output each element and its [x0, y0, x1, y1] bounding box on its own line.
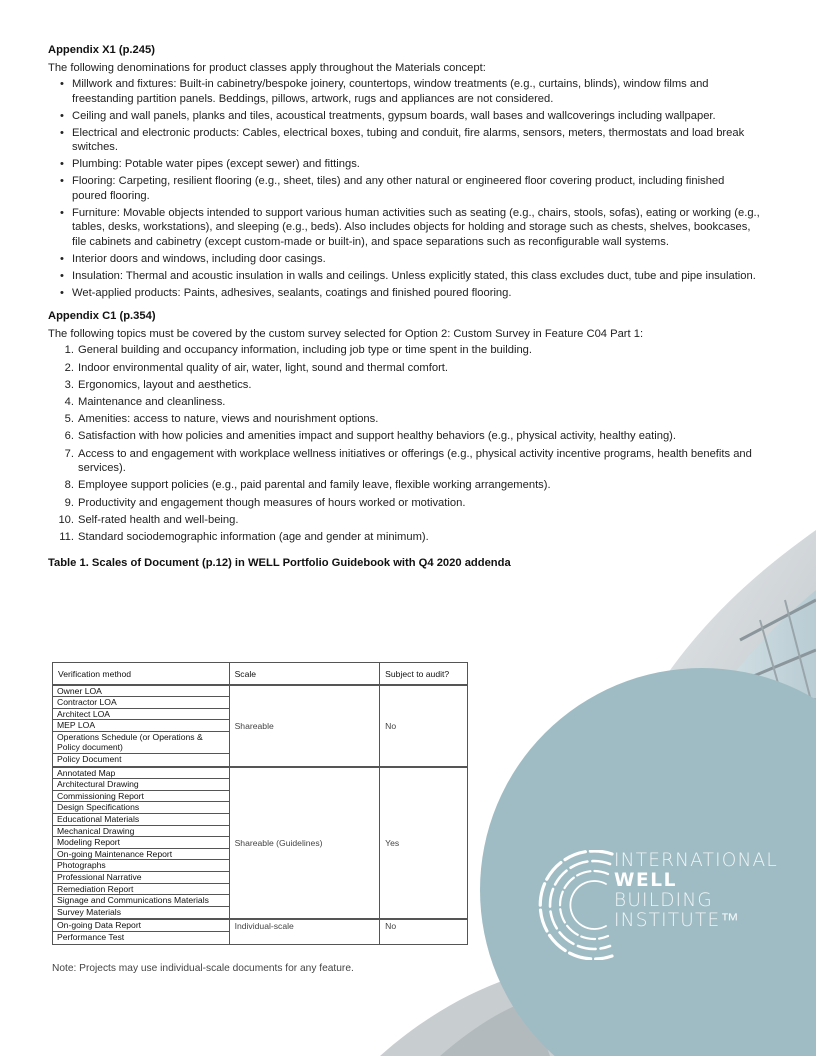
survey-topic-list	[58, 343, 768, 544]
list-number: 9.	[64, 496, 74, 509]
table-row	[53, 685, 468, 767]
list-text: Self-rated health and well-being.	[78, 513, 239, 526]
list-item	[58, 343, 770, 358]
verification-methods-cell	[53, 685, 230, 767]
list-item: • Plumbing: Potable water pipes (except sewer) and fittings.	[60, 157, 762, 172]
list-number: 6.	[64, 430, 74, 443]
scale-cell: Individual-scale	[229, 919, 380, 944]
list-item	[58, 496, 770, 511]
table-row	[53, 767, 468, 920]
product-class-list	[60, 77, 768, 300]
list-item: • Millwork and fixtures: Built-in cabinetry/bespoke joinery, countertops, window treatments (e.g., curtains, blinds), window films and freestanding partition panels. Beddings, pillows, artwork, rugs and appliances are not considered.	[60, 77, 762, 106]
appendix-x1-heading: Appendix X1 (p.245)	[48, 44, 155, 56]
method-item: Operations Schedule (or Operations & Policy document)	[53, 732, 229, 754]
list-text: Maintenance and cleanliness.	[78, 396, 226, 408]
list-item	[58, 447, 770, 476]
method-item: Photographs	[53, 860, 229, 872]
list-item	[58, 513, 770, 528]
list-number: 10.	[58, 513, 74, 526]
list-text: Indoor environmental quality of air, water, light, sound and thermal comfort.	[78, 361, 449, 374]
list-item	[58, 530, 770, 545]
list-number: 2.	[64, 361, 74, 374]
list-item: • Electrical and electronic products: Cables, electrical boxes, tubing and conduit, fire alarms, sensors, meters, thermostats and load break switches.	[60, 126, 762, 155]
logo-line: INTERNATIONAL	[614, 850, 778, 871]
logo-line: WELL	[614, 870, 678, 891]
method-item: Policy Document	[57, 754, 122, 765]
table-header-row	[53, 663, 468, 685]
method-item: Architectural Drawing	[53, 779, 229, 791]
method-item: On-going Maintenance Report	[53, 849, 229, 861]
method-item: Remediation Report	[53, 884, 229, 896]
audit-cell: No	[380, 685, 468, 767]
method-item: Commissioning Report	[53, 791, 229, 803]
list-text: Employee support policies (e.g., paid parental and family leave, flexible working arrangements).	[78, 479, 551, 492]
column-header: Verification method	[53, 663, 230, 685]
list-text: General building and occupancy information, including job type or time spent in the building.	[78, 344, 532, 357]
list-number: 7.	[64, 447, 74, 460]
method-item: Contractor LOA	[53, 697, 229, 709]
appendix-c1-intro: The following topics must be covered by the custom survey selected for Option 2: Custom Survey in Feature C04 Part 1:	[48, 328, 644, 341]
method-item: Mechanical Drawing	[53, 826, 229, 838]
list-item: • Flooring: Carpeting, resilient flooring (e.g., sheet, tiles) and any other natural or engineered floor covering product, including finished poured flooring.	[60, 174, 762, 203]
list-number: 5.	[64, 413, 74, 426]
list-text: Satisfaction with how policies and amenities impact and support healthy behaviors (e.g., physical activity, healthy eating).	[78, 430, 677, 443]
method-item: Design Specifications	[53, 802, 229, 814]
appendix-x1-intro: The following denominations for product classes apply throughout the Materials concept:	[48, 62, 486, 74]
list-text: Access to and engagement with workplace wellness initiatives or offerings (e.g., physical activity incentive programs, health benefits and services).	[78, 447, 752, 475]
list-number: 3.	[64, 378, 74, 391]
document-body	[48, 44, 768, 574]
column-header: Scale	[229, 663, 380, 685]
verification-methods-cell	[53, 767, 230, 920]
list-item: • Interior doors and windows, including door casings.	[60, 252, 762, 267]
method-item: Architect LOA	[53, 709, 229, 721]
list-item: • Furniture: Movable objects intended to support various human activities such as seating (e.g., chairs, stools, sofas), eating or working (e.g., tables, desks, workstations), and sleeping (e.g., beds). Also includes objects for holding and storage such as chests, shelves, bookcases, file cabinets and cabinetry (except custom-made or built-in), and space separations such as reconfigurable wall systems.	[60, 206, 762, 250]
scales-table	[52, 662, 468, 945]
method-item: Performance Test	[57, 931, 125, 942]
audit-cell: No	[380, 919, 468, 944]
method-item: Survey Materials	[57, 906, 121, 917]
scale-cell: Shareable	[229, 685, 380, 767]
list-item	[58, 429, 770, 444]
logo-line: BUILDING	[614, 890, 713, 911]
method-item: On-going Data Report	[53, 920, 229, 932]
column-header: Subject to audit?	[380, 663, 468, 685]
method-item: Annotated Map	[53, 768, 229, 780]
list-item	[58, 478, 770, 493]
list-item	[58, 378, 770, 393]
table-row	[53, 919, 468, 944]
method-item: Professional Narrative	[53, 872, 229, 884]
list-text: Amenities: access to nature, views and nourishment options.	[78, 413, 379, 426]
scale-cell: Shareable (Guidelines)	[229, 767, 380, 920]
audit-cell: Yes	[380, 767, 468, 920]
list-text: Standard sociodemographic information (age and gender at minimum).	[78, 530, 429, 543]
list-text: Ergonomics, layout and aesthetics.	[78, 378, 252, 391]
appendix-c1-heading: Appendix C1 (p.354)	[48, 310, 156, 323]
list-number: 8.	[64, 479, 74, 492]
table-title: Table 1. Scales of Document (p.12) in WELL Portfolio Guidebook with Q4 2020 addenda	[48, 556, 511, 569]
list-item	[58, 412, 770, 427]
list-item: • Insulation: Thermal and acoustic insulation in walls and ceilings. Unless explicitly stated, this class excludes duct, tube and pipe insulation.	[60, 269, 762, 284]
list-item	[58, 361, 770, 376]
list-number: 11.	[59, 530, 74, 543]
logo-line: INSTITUTE™	[614, 910, 741, 931]
method-item: Owner LOA	[53, 686, 229, 698]
list-item: • Ceiling and wall panels, planks and tiles, acoustical treatments, gypsum boards, wall bases and wallcoverings including wallpaper.	[60, 109, 762, 124]
method-item: Signage and Communications Materials	[53, 895, 229, 907]
list-text: Productivity and engagement though measures of hours worked or motivation.	[78, 496, 466, 509]
method-item: MEP LOA	[53, 720, 229, 732]
method-item: Educational Materials	[53, 814, 229, 826]
iwbi-logo-text	[614, 851, 778, 931]
list-item: • Wet-applied products: Paints, adhesives, sealants, coatings and finished poured flooring.	[60, 286, 762, 301]
method-item: Modeling Report	[53, 837, 229, 849]
list-item	[58, 395, 770, 410]
verification-methods-cell	[53, 919, 230, 944]
concentric-arcs-icon	[540, 851, 612, 959]
list-number: 1.	[64, 344, 74, 357]
table-note: Note: Projects may use individual-scale documents for any feature.	[52, 963, 354, 974]
list-number: 4.	[64, 396, 74, 408]
